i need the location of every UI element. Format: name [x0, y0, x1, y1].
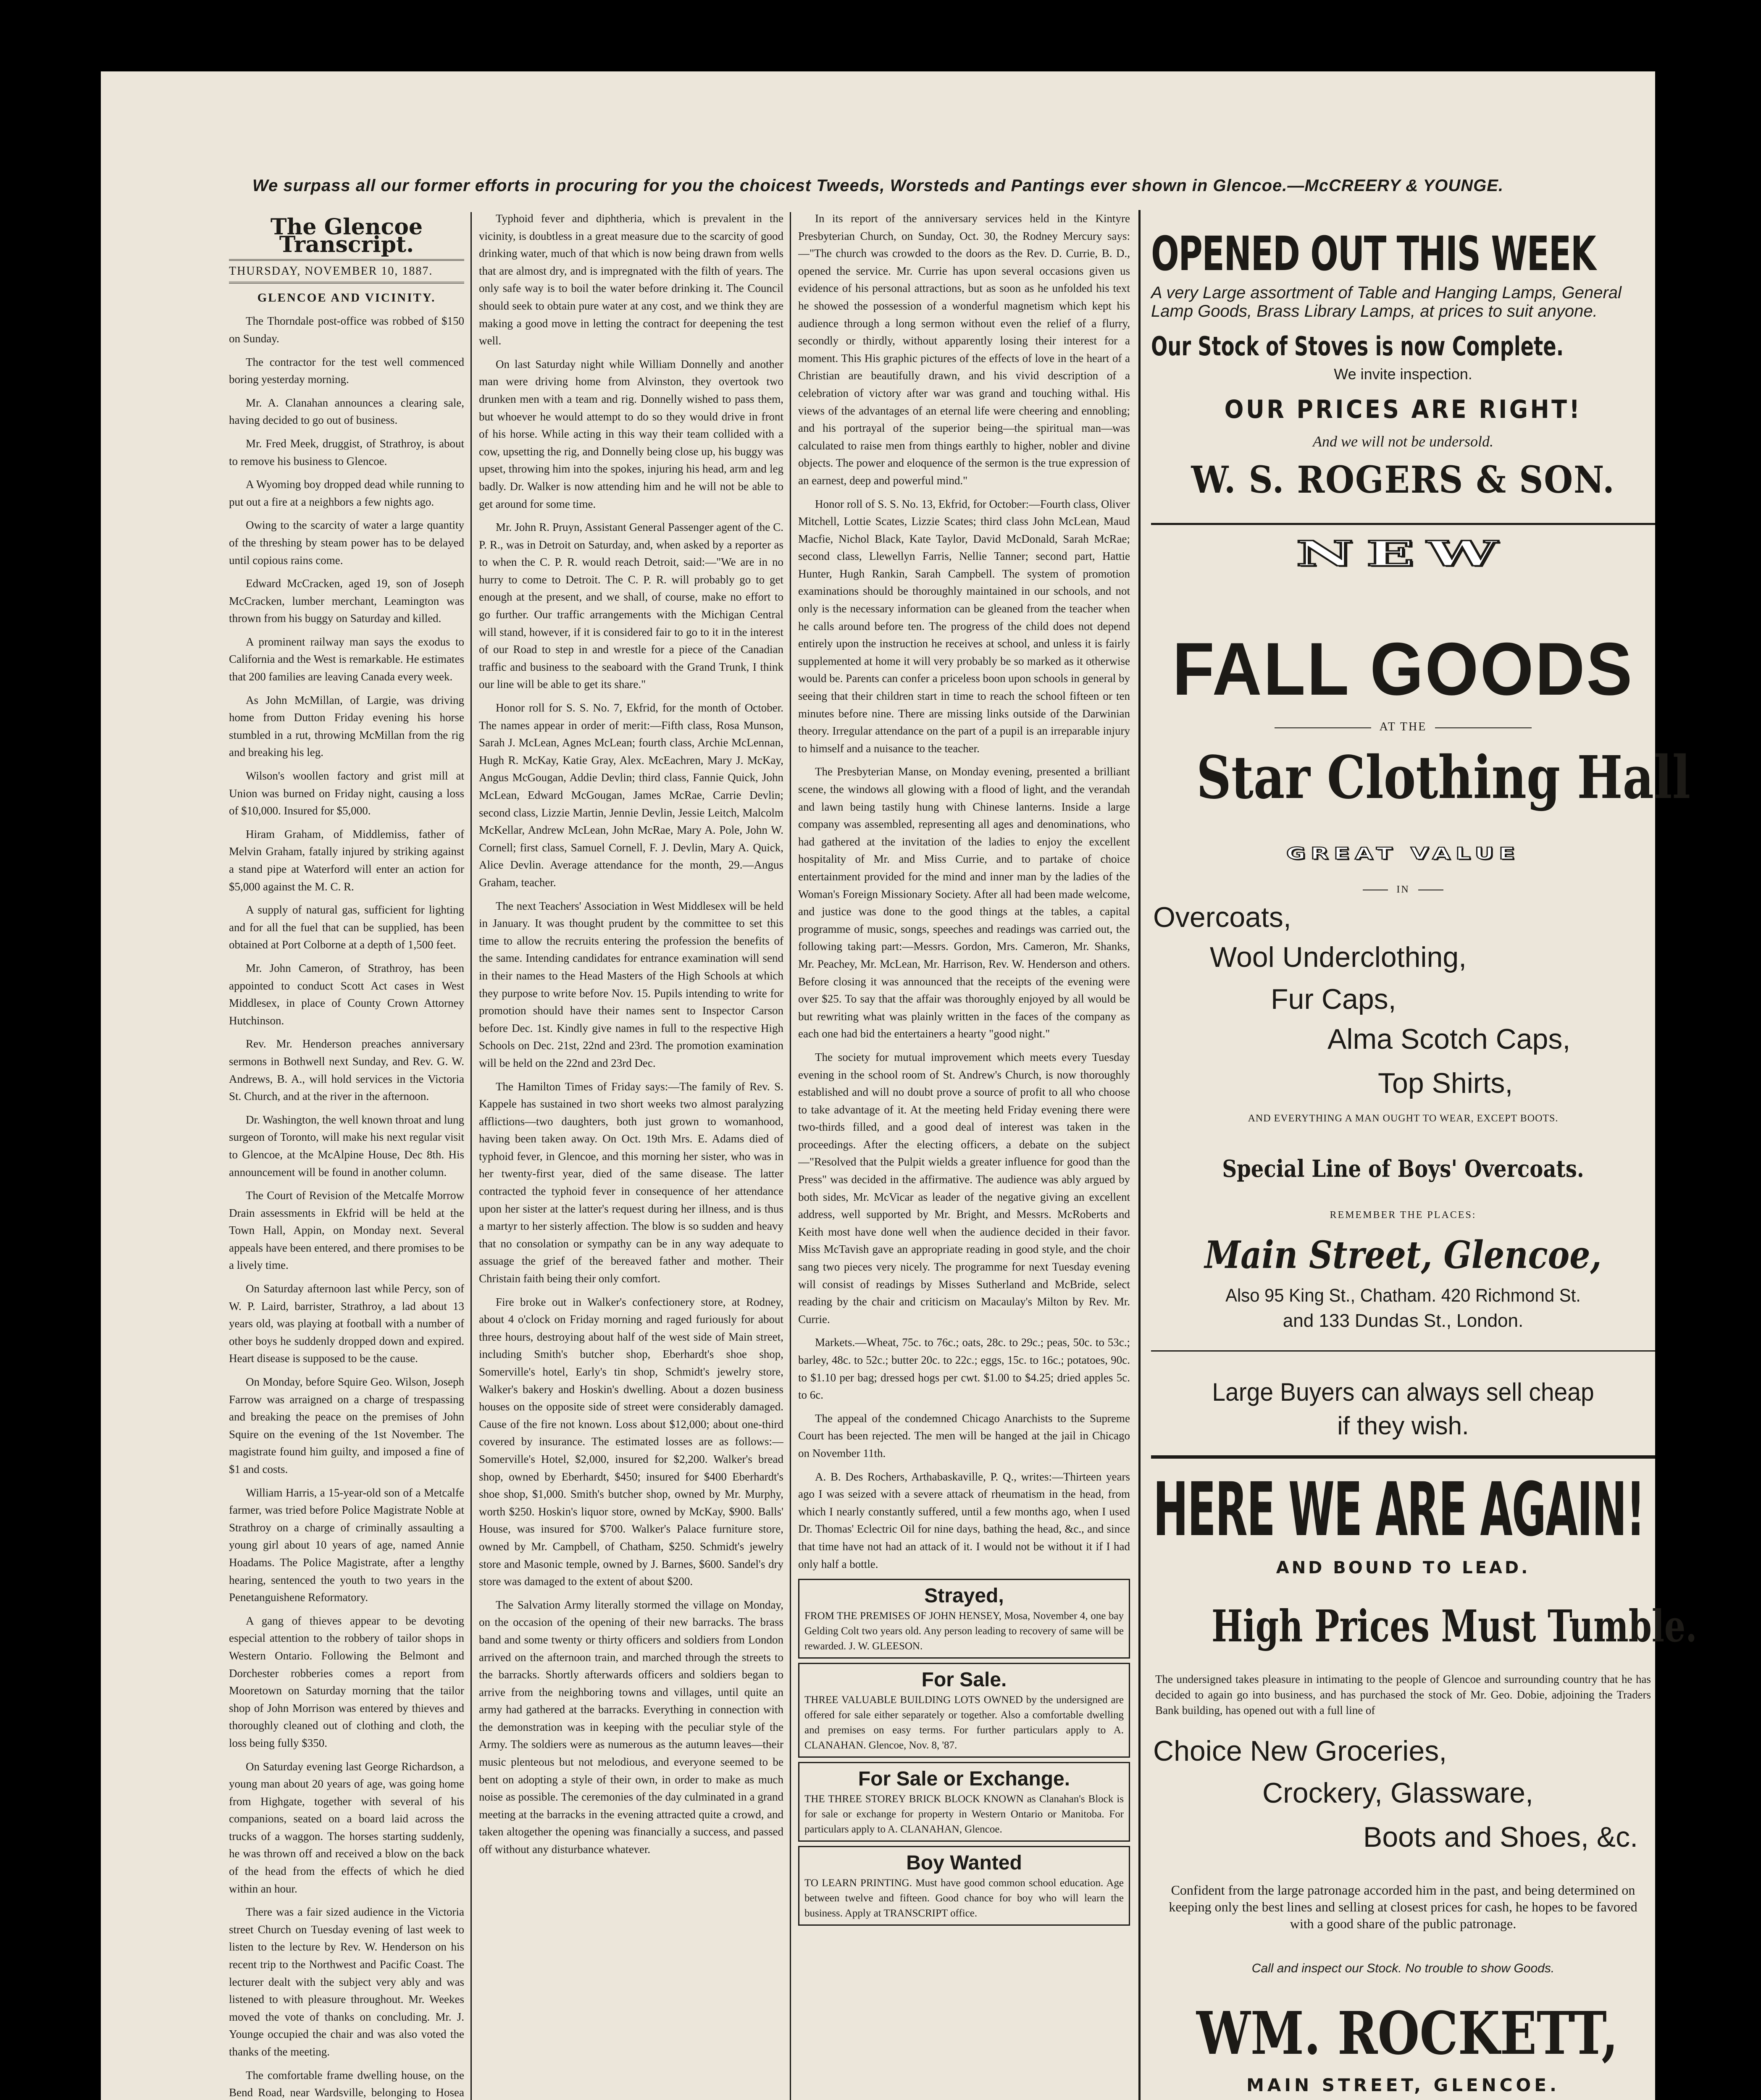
ornament-line: [1275, 727, 1371, 728]
classified-notice: [798, 1846, 1130, 1926]
news-column-2: [479, 210, 783, 2100]
ad-underclothing: Wool Underclothing,: [1210, 941, 1467, 973]
column-body: [479, 210, 783, 1858]
ad-invite: We invite inspection.: [1334, 365, 1472, 383]
ad-alma-caps: Alma Scotch Caps,: [1327, 1023, 1571, 1055]
in-label: IN: [1396, 884, 1410, 895]
ad-undersold: And we will not be undersold.: [1313, 433, 1493, 450]
news-paragraph: On last Saturday night while William Donnelly and another man were driving home from Alvinston, they overtook two drunken men with a team and rig. Donnelly wished to pass them, but whoever he would attempt to do so they would drive in front of his horse. While acting in this way their team collided with a cow, upsetting the rig, and Donnelly being close up, his buggy was upset, throwing him into the spokes, injuring his head, arm and leg badly. Dr. Walker is now attending him and he will not be able to get around for some time.: [479, 357, 783, 510]
notice-body: TO LEARN PRINTING. Must have good common school education. Age between twelve and fifteen. Good chance for boy who will learn the business. Apply at TRANSCRIPT office.: [804, 1877, 1124, 1919]
ad-at-the: [1151, 720, 1655, 734]
ad-great-value: GREAT VALUE: [1286, 844, 1520, 864]
news-paragraph: William Harris, a 15-year-old son of a Metcalfe farmer, was tried before Police Magistrate Noble at Strathroy on a charge of criminally assaulting a young girl about 10 years of age, named Annie Hoadams. The Police Magistrate, after a lengthy hearing, sentenced the youth to two years in the Penetanguishene Reformatory.: [229, 1486, 464, 1604]
news-paragraph: The Presbyterian Manse, on Monday evening, presented a brilliant scene, the windows all glowing with a flood of light, and the verandah and lawn being tastily hung with Chinese lanterns. Inside a large company was assembled, representing all ages and denominations, who had gathered at the invitation of the ladies to enjoy the excellent hospitality of Mr. and Miss Currie, and to partake of choice entertainment provided for the mind and inner man by the ladies of the Woman's Foreign Missionary Society. After all had been made welcome, and justice was done to the good things at the tables, a capital programme of music, songs, speeches and readings was carried out, the following taking part:—Messrs. Gordon, Mrs. Cameron, Mr. Shanks, Mr. Peachey, Mr. McLean, Mr. Harrison, Rev. W. Henderson and others. Before closing it was announced that the receipts of the evening were over $25. To say that the affair was thoroughly enjoyed by all would be but rewriting what was plainly written in the faces of the company as each one had bid the entertainers a hearty "good night.": [798, 765, 1130, 1040]
section-heading: GLENCOE AND VICINITY.: [257, 291, 436, 304]
news-paragraph: On Saturday afternoon last while Percy, son of W. P. Laird, barrister, Strathroy, a lad about 13 years old, was playing at football with a number of other boys he suddenly dropped down and expired. Heart disease is supposed to be the cause.: [229, 1282, 464, 1365]
news-paragraph: The next Teachers' Association in West Middlesex will be held in January. It was thought prudent by the committee to set this time to allow the recruits entering the profession the benefits of the same. Intending candidates for entrance examination will send in their names to the Head Masters of the High Schools at which they purpose to write before Nov. 15. Pupils intending to write for promotion should have their names sent to Inspector Carson before Dec. 1st. Kindly give names in full to the respective High Schools on Dec. 21st, 22nd and 23rd. The promotion examination will be held on the 22nd and 23rd Dec.: [479, 899, 783, 1069]
classified-notices: [798, 1579, 1130, 1926]
ad-divider: [1151, 1455, 1655, 1459]
news-paragraph: Honor roll of S. S. No. 13, Ekfrid, for October:—Fourth class, Oliver Mitchell, Lottie Scates, Lizzie Scates; third class John McLean, Maud Macfie, Nichol Black, Kate Taylor, David McDonald, Sarah McRae; second class, Llewellyn Farris, Nellie Tanner; second part, Hattie Hunter, Hugh Rankin, Sarah Campbell. The system of promotion examinations should be thoroughly maintained in our schools, and not only is the necessary information can be gleaned from the teacher when he calls around before ten. The progress of the child does not depend entirely upon the instruction he receives at school, and unless it is fairly supplemented at home it will very probably be so marked as it otherwise would be. Parents can confer a priceless boon upon schools in general by seeing that their children start in time to reach the school fifteen or ten minutes before nine. There are missing links outside of the Darwinian theory. Irregular attendance on the part of a pupil is an irreparable injury to himself and a nuisance to the teacher.: [798, 497, 1130, 755]
notice-body: THREE VALUABLE BUILDING LOTS OWNED by the undersigned are offered for sale either separately or together. Also a comfortable dwelling and premises on easy terms. For further particulars apply to A. CLANAHAN. Glencoe, Nov. 8, '87.: [804, 1694, 1124, 1751]
news-paragraph: On Monday, before Squire Geo. Wilson, Joseph Farrow was arraigned on a charge of trespassing and breaking the peace on the premises of John Squire on the evening of the 1st November. The magistrate found him guilty, and imposed a fine of $1 and costs.: [229, 1376, 464, 1475]
column-rule: [1138, 210, 1141, 2100]
ad-opened-subtitle: A very Large assortment of Table and Hanging Lamps, General Lamp Goods, Brass Library Lamps, at prices to suit anyone.: [1151, 284, 1622, 320]
news-paragraph: Honor roll for S. S. No. 7, Ekfrid, for the month of October. The names appear in order of merit:—Fifth class, Rosa Munson, Sarah J. McLean, Agnes McLean; fourth class, Archie McLennan, Hugh R. McKay, Katie Gray, Alex. McEachren, Mary J. McKay, Angus McGougan, Addie Devlin; third class, Fannie Quick, John McLean, Edward McGougan, James McRae, Carrie Devlin; second class, Lizzie Martin, Jennie Devlin, Jessie Leitch, Malcolm McKellar, Andrew McLean, John McRae, Mary A. Pole, John W. Cornell; first class, Samuel Cornell, F. J. Devlin, Mary A. Quick, Alice Devlin. Average attendance for the month, 29.—Angus Graham, teacher.: [479, 701, 783, 889]
news-paragraph: Markets.—Wheat, 75c. to 76c.; oats, 28c. to 29c.; peas, 50c. to 53c.; barley, 48c. to 52c.; butter 20c. to 22c.; eggs, 15c. to 16c.; potatoes, 90c. to $1.10 per bag; dressed hogs per cwt. $1.00 to $4.25; dried apples 5c. to 6c.: [798, 1336, 1130, 1402]
news-paragraph: The society for mutual improvement which meets every Tuesday evening in the school room of St. Andrew's Church, is now thoroughly established and will no doubt prove a source of profit to all who choose to take advantage of it. At the meeting held Friday evening there were two-thirds filled, and a good deal of interest was taken in the proceedings. After the electing officers, a debate on the subject—"Resolved that the Pulpit wields a greater influence for good than the Press" was decided in the affirmative. The audience was ably argued by both sides, Mr. McVicar as leader of the negative giving an excellent address, well supported by Mr. Bright, and Messrs. McRoberts and Keith most have done well when the audience decided in their favor. Miss McTavish gave an appropriate reading in good style, and the choir sang two pieces very nicely. The programme for next Tuesday evening will consist of readings by Misses Sutherland and McBride, select reading by the chair and criticism on Macaulay's Milton by Rev. Mr. Currie.: [798, 1050, 1130, 1326]
ad-rogers: W. S. ROGERS & SON.: [1191, 458, 1615, 501]
ad-if-they-wish: if they wish.: [1337, 1412, 1469, 1440]
news-paragraph: Fire broke out in Walker's confectionery store, at Rodney, about 4 o'clock on Friday morning and raged furiously for about three hours, destroying about half of the west side of Main street, including Smith's butcher shop, Eberhardt's shoe shop, Somerville's hotel, Early's tin shop, Schmidt's jewelry store, Walker's bakery and Hoskin's dwelling. About a dozen business houses on the opposite side of street were considerably damaged. Cause of the fire not known. Loss about $12,000; about one-third covered by insurance. The estimated losses are as follows:—Somerville's Hotel, $2,000, insured for $2,200. Walker's bread shop, owned by Eberhardt, $450; insured for $400 Eberhardt's shoe shop, $1,000. Smith's butcher shop, owned by Mr. Murphy, worth $250. Hoskin's liquor store, owned by McKay, $900. Balls' House, was insured for $700. Walker's Palace furniture store, owned by Mr. Campbell, of Chatham, $250. Schmidt's jewelry store and Masonic temple, owned by J. Barnes, $600. Sandel's dry store was damaged to the extent of about $200.: [479, 1295, 783, 1588]
ornament-line: [1435, 727, 1532, 728]
news-paragraph: Mr. John R. Pruyn, Assistant General Passenger agent of the C. P. R., was in Detroit on Saturday, and, when asked by a reporter as to when the C. P. R. would reach Detroit, said:—"We are in no hurry to come to Detroit. The C. P. R. will probably go to get enough at the present, and we shall, of course, make no effort to go further. Our traffic arrangements with the Michigan Central will stand, however, if it is considered fair to go to it in the interest of our Road to step in and wrestle for a piece of the Canadian traffic and business to the seaboard with the Grand Trunk, I think our line will be able to get its share.": [479, 521, 783, 691]
classified-notice: [798, 1579, 1130, 1659]
ad-rockett-address: MAIN STREET, GLENCOE.: [1246, 2075, 1560, 2095]
column-body: [229, 312, 464, 2100]
ad-stoves: Our Stock of Stoves is now Complete.: [1151, 331, 1564, 362]
ad-fur-caps: Fur Caps,: [1271, 983, 1396, 1015]
ad-confident: Confident from the large patronage accorded him in the past, and being determined on keeping only the best lines and selling at closest prices for cash, he hopes to be favored with a good share of the public patronage.: [1169, 1882, 1637, 1931]
news-paragraph: The comfortable frame dwelling house, on the Bend Road, near Wardsville, belonging to Hosea: [229, 2068, 464, 2099]
ad-top-shirts: Top Shirts,: [1378, 1067, 1513, 1099]
news-paragraph: A gang of thieves appear to be devoting especial attention to the robbery of tailor shops in Western Ontario. Following the Belmont and Dorchester robberies comes a report from Mooretown on Saturday morning that the tailor shop of John Morrison was entered by thieves and thoroughly cleaned out of clothing and cloth, the loss being fully $350.: [229, 1614, 464, 1749]
news-column-1: [229, 210, 464, 2100]
ad-fall-goods: FALL GOODS: [1172, 627, 1634, 711]
ad-high-prices: High Prices Must Tumble.: [1212, 1600, 1697, 1652]
news-paragraph: A Wyoming boy dropped dead while running to put out a fire at a neighbors a few nights ago.: [229, 478, 464, 508]
ad-call-inspect: Call and inspect our Stock. No trouble to show Goods.: [1251, 1961, 1555, 1975]
ad-new: NEW: [1296, 533, 1510, 574]
ad-divider: [1151, 1350, 1655, 1352]
news-paragraph: Mr. A. Clanahan announces a clearing sale, having decided to go out of business.: [229, 396, 464, 427]
news-paragraph: On Saturday evening last George Richardson, a young man about 20 years of age, was going home from Highgate, together with several of his companions, seated on a board laid across the trucks of a waggon. The horses starting suddenly, he was thrown off and received a blow on the back of the head from the effects of which he died within an hour.: [229, 1760, 464, 1895]
ad-everything: AND EVERYTHING A MAN OUGHT TO WEAR, EXCEPT BOOTS.: [1248, 1113, 1559, 1124]
top-banner: We surpass all our former efforts in procuring for you the choicest Tweeds, Worsteds and Pantings ever shown in Glencoe.—McCREERY & YOUNGE.: [252, 176, 1504, 195]
notice-heading: Boy Wanted: [906, 1852, 1022, 1874]
notice-body: FROM THE PREMISES OF JOHN HENSEY, Mosa, November 4, one bay Gelding Colt two years old. Any person leading to recovery of same will be rewarded. J. W. GLEESON.: [804, 1610, 1124, 1652]
ad-remember: REMEMBER THE PLACES:: [1330, 1210, 1477, 1221]
newspaper-page: [101, 71, 1697, 2100]
ad-divider: [1151, 523, 1655, 525]
notice-heading: For Sale.: [921, 1669, 1007, 1691]
ad-main-street: Main Street, Glencoe,: [1204, 1233, 1602, 1277]
news-paragraph: The Court of Revision of the Metcalfe Morrow Drain assessments in Ekfrid will be held at the Town Hall, Appin, on Monday next. Several appeals have been entered, and there promises to be a lively time.: [229, 1189, 464, 1272]
news-paragraph: A. B. Des Rochers, Arthabaskaville, P. Q., writes:—Thirteen years ago I was seized with a severe attack of rheumatism in the head, from which I nearly constantly suffered, until a few months ago, when I used Dr. Thomas' Eclectric Oil for nine days, bathing the head, &c., and since that time have not had an attack of it. I would not be without it if I had only half a bottle.: [798, 1470, 1130, 1570]
ad-boys-overcoats: Special Line of Boys' Overcoats.: [1222, 1155, 1584, 1183]
at-the-label: AT THE: [1379, 720, 1427, 733]
news-paragraph: The Salvation Army literally stormed the village on Monday, on the occasion of the opening of their new barracks. The brass band and some twenty or thirty officers and soldiers from London arrived on the afternoon train, and marched through the streets to the barracks. Shortly afterwards officers and soldiers began to arrive from the neighboring towns and villages, until quite an army had gathered at the barracks. Everything in connection with the demonstration was in keeping with the peculiar style of the Army. The soldiers were as numerous as the autumn leaves—their music plenteous but not melodious, and everyone seemed to be bent on adopting a style of their own, in order to make as much noise as possible. The ceremonies of the day culminated in a grand meeting at the barracks in the evening attracted quite a crowd, and taken altogether the opening was financially a success, and passed off without any disturbance whatever.: [479, 1598, 783, 1856]
ad-also-line-2: and 133 Dundas St., London.: [1283, 1310, 1524, 1331]
news-paragraph: Dr. Washington, the well known throat and lung surgeon of Toronto, will make his next regular visit to Glencoe, at the McAlpine House, Dec 8th. His announcement will be found in another column.: [229, 1113, 464, 1179]
ad-opened-headline: OPENED OUT THIS WEEK: [1151, 227, 1596, 281]
news-paragraph: Edward McCracken, aged 19, son of Joseph McCracken, lumber merchant, Leamington was thrown from his buggy on Saturday and killed.: [229, 577, 464, 625]
news-paragraph: The contractor for the test well commenced boring yesterday morning.: [229, 355, 464, 386]
classified-notice: [798, 1762, 1130, 1842]
ad-in: [1151, 884, 1655, 895]
ad-large-buyers: Large Buyers can always sell cheap: [1212, 1378, 1594, 1406]
ad-star-clothing: Star Clothing Hall: [1196, 743, 1691, 812]
news-paragraph: The Thorndale post-office was robbed of $150 on Sunday.: [229, 315, 464, 345]
ad-here-we-are: HERE WE ARE AGAIN!: [1153, 1467, 1645, 1553]
ad-boots-shoes: Boots and Shoes, &c.: [1363, 1821, 1638, 1853]
notice-body: THE THREE STOREY BRICK BLOCK KNOWN as Clanahan's Block is for sale or exchange for property in Western Ontario or Manitoba. For particulars apply to A. CLANAHAN, Glencoe.: [804, 1793, 1124, 1835]
ad-groceries: Choice New Groceries,: [1153, 1735, 1447, 1767]
ad-overcoats: Overcoats,: [1153, 901, 1291, 933]
ad-also-line-1: Also 95 King St., Chatham. 420 Richmond St.: [1225, 1285, 1581, 1306]
news-paragraph: Owing to the scarcity of water a large quantity of the threshing by steam power has to be delayed until copious rains come.: [229, 519, 464, 567]
news-column-3: [798, 210, 1130, 2100]
news-paragraph: The Hamilton Times of Friday says:—The family of Rev. S. Kappele has sustained in two short weeks two almost paralyzing afflictions—two daughters, both just grown to womanhood, having been taken away. On Oct. 19th Mrs. E. Adams died of typhoid fever, in Glencoe, and this morning her sister, who was in her twenty-first year, died of the same disease. The latter contracted the typhoid fever in consequence of her attendance upon her sister at the latter's request during her illness, and is thus a martyr to her sisterly affection. The blow is so sudden and heavy that no consolation or sympathy can be in any way adequate to assuage the grief of the bereaved father and mother. Their Christain faith being their only comfort.: [479, 1080, 783, 1285]
column-body: [798, 210, 1130, 1573]
column-rule: [790, 212, 791, 2100]
news-paragraph: A supply of natural gas, sufficient for lighting and for all the fuel that can be supplied, has been obtained at Port Colborne at a depth of 1,500 feet.: [229, 903, 464, 951]
news-paragraph: A prominent railway man says the exodus to California and the West is remarkable. He estimates that 200 families are leaving Canada every week.: [229, 635, 464, 683]
notice-heading: For Sale or Exchange.: [858, 1768, 1070, 1790]
news-paragraph: In its report of the anniversary services held in the Kintyre Presbyterian Church, on Sunday, Oct. 30, the Rodney Mercury says:—"The church was crowded to the doors as the Rev. D. Currie, B. D., opened the service. Mr. Currie has upon several occasions given us evidence of his personal attractions, but as soon as he unfolded his text he showed the possession of a wonderful magnetism which kept his audience through a long sermon without even the relief of a flurry, secondly or thirdly, without apparently losing their interest for a moment. This His graphic pictures of the effects of love in the heart of a Christian are beautifully drawn, and his vivid description of a celebration of victory after war was grand and touching withal. His views of the advantages of an eternal life were cheering and ennobling; and his portrayal of the superior being—the spiritual man—was calculated to raise men from things earthly to higher, nobler and divine objects. The power and eloquence of the sermon is the true expression of an earnest, deep and powerful mind.": [798, 212, 1130, 487]
ad-rockett: WM. ROCKETT,: [1196, 1999, 1619, 2068]
ad-prices: OUR PRICES ARE RIGHT!: [1224, 395, 1582, 424]
news-paragraph: Wilson's woollen factory and grist mill at Union was burned on Friday night, causing a loss of $10,000. Insured for $5,000.: [229, 769, 464, 817]
dateline: THURSDAY, NOVEMBER 10, 1887.: [229, 259, 464, 284]
masthead: The Glencoe Transcript.: [270, 214, 423, 257]
news-paragraph: Rev. Mr. Henderson preaches anniversary sermons in Bothwell next Sunday, and Rev. G. W. Andrews, B. A., will hold services in the Victoria St. Church, and at the river in the afternoon.: [229, 1037, 464, 1103]
news-paragraph: Hiram Graham, of Middlemiss, father of Melvin Graham, fatally injured by striking against a stand pipe at Waterford will enter an action for $5,000 against the M. C. R.: [229, 827, 464, 893]
ad-intimating: The undersigned takes pleasure in intimating to the people of Glencoe and surrounding country that he has decided to again go into business, and has purchased the stock of Mr. Geo. Dobie, adjoining the Traders Bank building, has opened out with a full line of: [1155, 1673, 1651, 1717]
news-paragraph: There was a fair sized audience in the Victoria street Church on Tuesday evening of last week to listen to the lecture by Rev. W. Henderson on his recent trip to the Northwest and Pacific Coast. The lecturer dealt with the subject very ably and was listened to with pleasure throughout. Mr. Weekes moved the vote of thanks on concluding. Mr. J. Younge occupied the chair and was also voted the thanks of the meeting.: [229, 1906, 464, 2058]
notice-heading: Strayed,: [924, 1585, 1004, 1607]
news-paragraph: The appeal of the condemned Chicago Anarchists to the Supreme Court has been rejected. The men will be hanged at the jail in Chicago on November 11th.: [798, 1412, 1130, 1460]
column-rule: [470, 212, 472, 2100]
news-paragraph: Typhoid fever and diphtheria, which is prevalent in the vicinity, is doubtless in a great measure due to the scarcity of good drinking water, much of that which is now being drawn from wells that are almost dry, and is impregnated with the filth of years. The only safe way is to boil the water before drinking it. The Council should seek to obtain pure water at any cost, and we think they are making a good move in letting the contract for deepening the test well.: [479, 212, 783, 347]
classified-notice: [798, 1663, 1130, 1758]
news-paragraph: Mr. Fred Meek, druggist, of Strathroy, is about to remove his business to Glencoe.: [229, 437, 464, 467]
ad-crockery: Crockery, Glassware,: [1262, 1777, 1533, 1809]
ad-bound-to-lead: AND BOUND TO LEAD.: [1276, 1558, 1530, 1578]
news-paragraph: Mr. John Cameron, of Strathroy, has been appointed to conduct Scott Act cases in West Middlesex, in place of County Crown Attorney Hutchinson.: [229, 961, 464, 1027]
news-paragraph: As John McMillan, of Largie, was driving home from Dutton Friday evening his horse stumbled in a rut, throwing McMillan from the rig and breaking his leg.: [229, 693, 464, 759]
